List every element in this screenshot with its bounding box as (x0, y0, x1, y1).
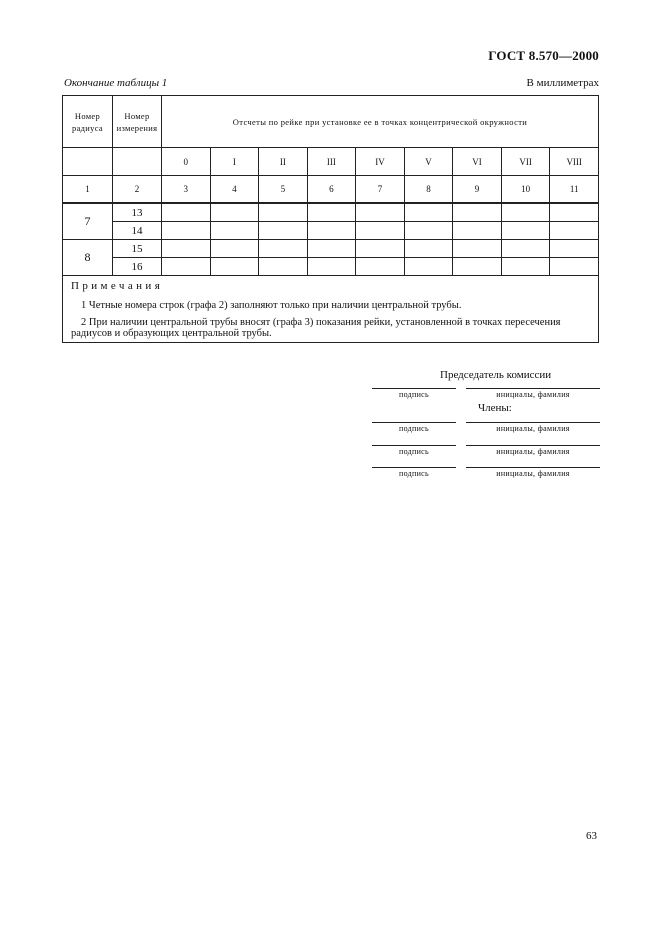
initials-line (466, 467, 600, 468)
reading-cell (404, 203, 453, 222)
notes-row (63, 276, 599, 343)
signature-line (372, 445, 456, 446)
member-signature-row (372, 445, 600, 457)
column-numbers-row (63, 176, 599, 204)
reading-cell (501, 203, 550, 222)
signature-label: подпись (399, 469, 429, 478)
reading-cell (307, 240, 356, 258)
reading-cell (210, 222, 259, 240)
radius-cell: 7 (63, 203, 113, 240)
reading-cell (356, 222, 405, 240)
reading-cell (259, 240, 308, 258)
reading-cell (404, 222, 453, 240)
radius-number-header-text: Номер радиуса (72, 110, 103, 133)
document-code: ГОСТ 8.570—2000 (488, 48, 599, 63)
radius-number-header (63, 96, 113, 148)
initials-line (466, 388, 600, 389)
reading-cell (356, 203, 405, 222)
points-header-row (63, 148, 599, 176)
signature-line (372, 388, 456, 389)
column-number: 9 (453, 176, 502, 204)
reading-cell (307, 222, 356, 240)
reading-cell (162, 258, 211, 276)
reading-cell (550, 258, 599, 276)
signature-line (372, 467, 456, 468)
initials-line (466, 422, 600, 423)
units-caption: В миллиметрах (526, 77, 599, 89)
empty-cell (113, 148, 162, 176)
member-signature-row (372, 422, 600, 434)
point-label: II (259, 148, 308, 176)
table-caption: Окончание таблицы 1 (64, 77, 168, 89)
measurement-number-header-text: Номер измерения (116, 110, 158, 133)
radius-cell: 8 (63, 240, 113, 276)
reading-cell (307, 203, 356, 222)
reading-cell (501, 258, 550, 276)
reading-cell (550, 222, 599, 240)
notes-cell (63, 276, 599, 343)
member-signature-row (372, 467, 600, 479)
initials-line (466, 445, 600, 446)
column-number: 8 (404, 176, 453, 204)
reading-cell (453, 258, 502, 276)
initials-label: инициалы, фамилия (496, 424, 570, 433)
note-item: 1 Четные номера строк (графа 2) заполняют только при наличии центральной трубы. (81, 300, 462, 311)
column-number: 10 (501, 176, 550, 204)
reading-cell (307, 258, 356, 276)
reading-cell (162, 222, 211, 240)
reading-cell (550, 203, 599, 222)
reading-cell (453, 203, 502, 222)
point-label: VI (453, 148, 502, 176)
table-row (63, 203, 599, 222)
readings-header: Отсчеты по рейке при установке ее в точках концентрической окружности (162, 96, 599, 148)
column-number: 11 (550, 176, 599, 204)
reading-cell (453, 240, 502, 258)
column-number: 5 (259, 176, 308, 204)
column-number: 3 (162, 176, 211, 204)
chairman-title: Председатель комиссии (440, 369, 552, 381)
point-label: VIII (550, 148, 599, 176)
point-label: 0 (162, 148, 211, 176)
point-label: III (307, 148, 356, 176)
reading-cell (356, 258, 405, 276)
initials-label: инициалы, фамилия (496, 469, 570, 478)
column-number: 2 (113, 176, 162, 204)
page-number: 63 (586, 830, 597, 842)
reading-cell (453, 222, 502, 240)
reading-cell (162, 240, 211, 258)
table-row (63, 258, 599, 276)
table-row (63, 240, 599, 258)
signature-label: подпись (399, 424, 429, 433)
signature-label: подпись (399, 447, 429, 456)
reading-cell (210, 240, 259, 258)
signature-line (372, 422, 456, 423)
reading-cell (210, 258, 259, 276)
measurement-cell: 13 (113, 203, 162, 222)
initials-label: инициалы, фамилия (496, 390, 570, 399)
measurement-number-header (113, 96, 162, 148)
reading-cell (501, 222, 550, 240)
reading-cell (356, 240, 405, 258)
notes-title: Примечания (71, 280, 164, 292)
measurement-table (62, 95, 599, 343)
initials-label: инициалы, фамилия (496, 447, 570, 456)
members-title: Члены: (478, 402, 512, 414)
reading-cell (259, 258, 308, 276)
point-label: VII (501, 148, 550, 176)
reading-cell (210, 203, 259, 222)
reading-cell (162, 203, 211, 222)
measurement-cell: 14 (113, 222, 162, 240)
reading-cell (501, 240, 550, 258)
chairman-signature-row (372, 388, 600, 400)
column-number: 4 (210, 176, 259, 204)
point-label: IV (356, 148, 405, 176)
measurement-cell: 16 (113, 258, 162, 276)
point-label: V (404, 148, 453, 176)
reading-cell (550, 240, 599, 258)
reading-cell (404, 240, 453, 258)
column-number: 7 (356, 176, 405, 204)
table-row (63, 222, 599, 240)
table-header-row (63, 96, 599, 148)
reading-cell (259, 222, 308, 240)
point-label: I (210, 148, 259, 176)
note-item: 2 При наличии центральной трубы вносят (графа 3) показания рейки, установленной в точках пересечения радиусов и образующих центральной трубы. (71, 317, 561, 339)
empty-cell (63, 148, 113, 176)
signature-label: подпись (399, 390, 429, 399)
column-number: 6 (307, 176, 356, 204)
measurement-cell: 15 (113, 240, 162, 258)
reading-cell (404, 258, 453, 276)
reading-cell (259, 203, 308, 222)
column-number: 1 (63, 176, 113, 204)
